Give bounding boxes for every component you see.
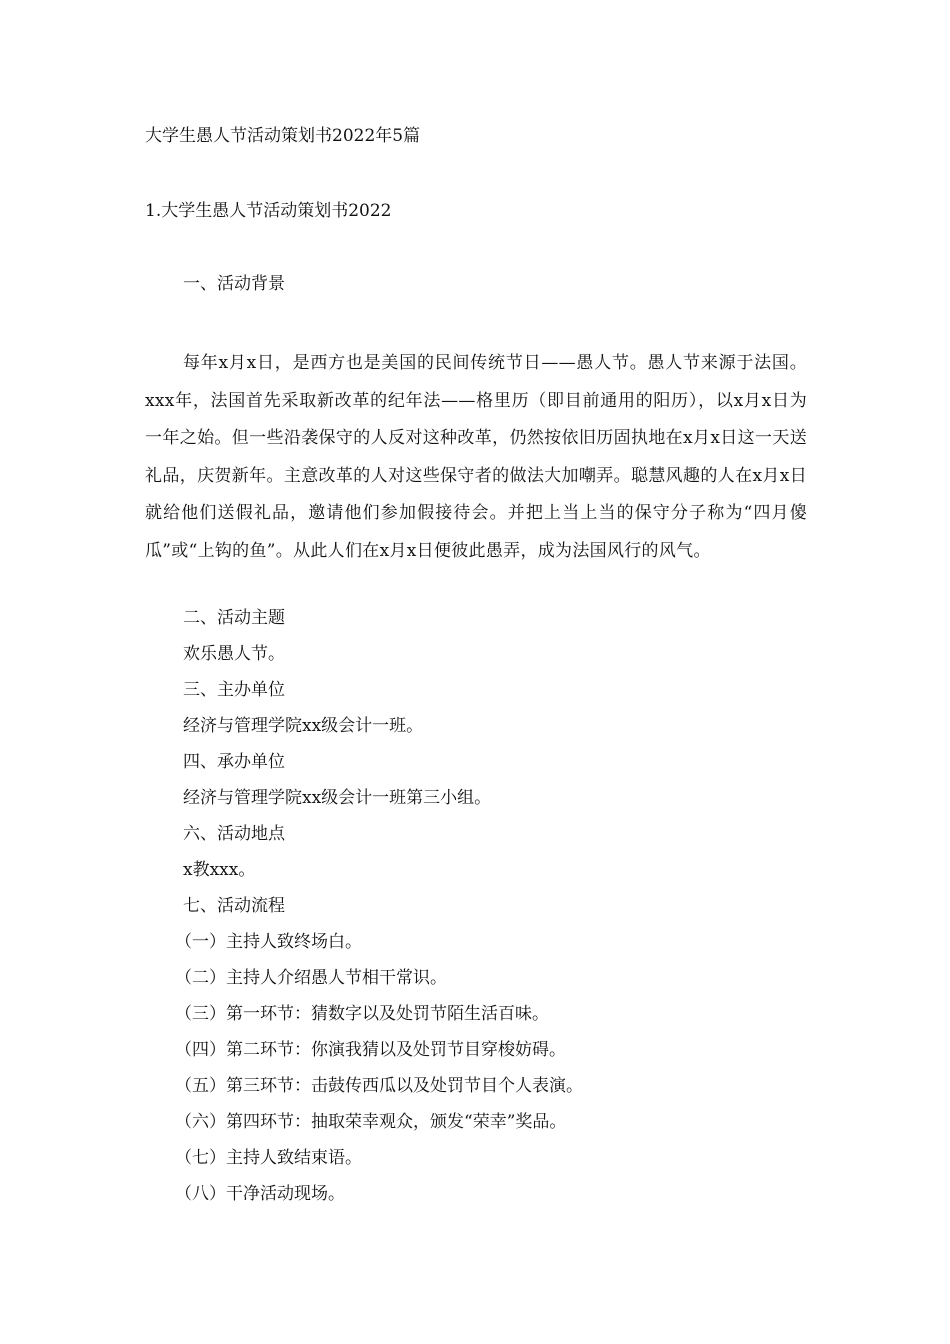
flow-step: （八）干净活动现场。 [175,1184,345,1204]
organizer-text: 经济与管理学院xx级会计一班第三小组。 [183,788,492,808]
flow-step: （三）第一环节：猜数字以及处罚节陌生活百味。 [175,1004,549,1024]
host-text: 经济与管理学院xx级会计一班。 [183,716,424,736]
document-title: 大学生愚人节活动策划书2022年5篇 [145,126,421,146]
background-paragraph: 每年x月x日，是西方也是美国的民间传统节日——愚人节。愚人节来源于法国。xxx年，法国首先采取新改革的纪年法——格里历（即目前通用的阳历），以x月x日为一年之始。但一些沿袭保守的人反对这种改革，仍然按依旧历固执地在x月x日这一天送礼品，庆贺新年。主意改革的人对这些保守者的做法大加嘲弄。聪慧风趣的人在x月x日就给他们送假礼品，邀请他们参加假接待会。并把上当上当的保守分子称为“四月傻瓜”或“上钩的鱼”。从此人们在x月x日便彼此愚弄，成为法国风行的风气。 [145,353,807,561]
flow-step: （四）第二环节：你演我猜以及处罚节目穿梭妨碍。 [175,1040,566,1060]
theme-text: 欢乐愚人节。 [183,644,285,664]
section-heading-organizer: 四、承办单位 [183,752,285,772]
section-heading-theme: 二、活动主题 [183,608,285,628]
section-heading-flow: 七、活动流程 [183,896,285,916]
section-heading-background: 一、活动背景 [183,274,285,294]
location-text: x教xxx。 [183,860,256,880]
section-heading-host: 三、主办单位 [183,680,285,700]
flow-step: （一）主持人致终场白。 [175,932,362,952]
flow-step: （五）第三环节：击鼓传西瓜以及处罚节目个人表演。 [175,1076,583,1096]
section-heading-location: 六、活动地点 [183,824,285,844]
flow-step: （七）主持人致结束语。 [175,1148,362,1168]
document-subtitle: 1.大学生愚人节活动策划书2022 [145,201,392,221]
document-body-lines [175,608,583,1220]
flow-step: （二）主持人介绍愚人节相干常识。 [175,968,447,988]
flow-step: （六）第四环节：抽取荣幸观众，颁发“荣幸”奖品。 [175,1112,567,1132]
